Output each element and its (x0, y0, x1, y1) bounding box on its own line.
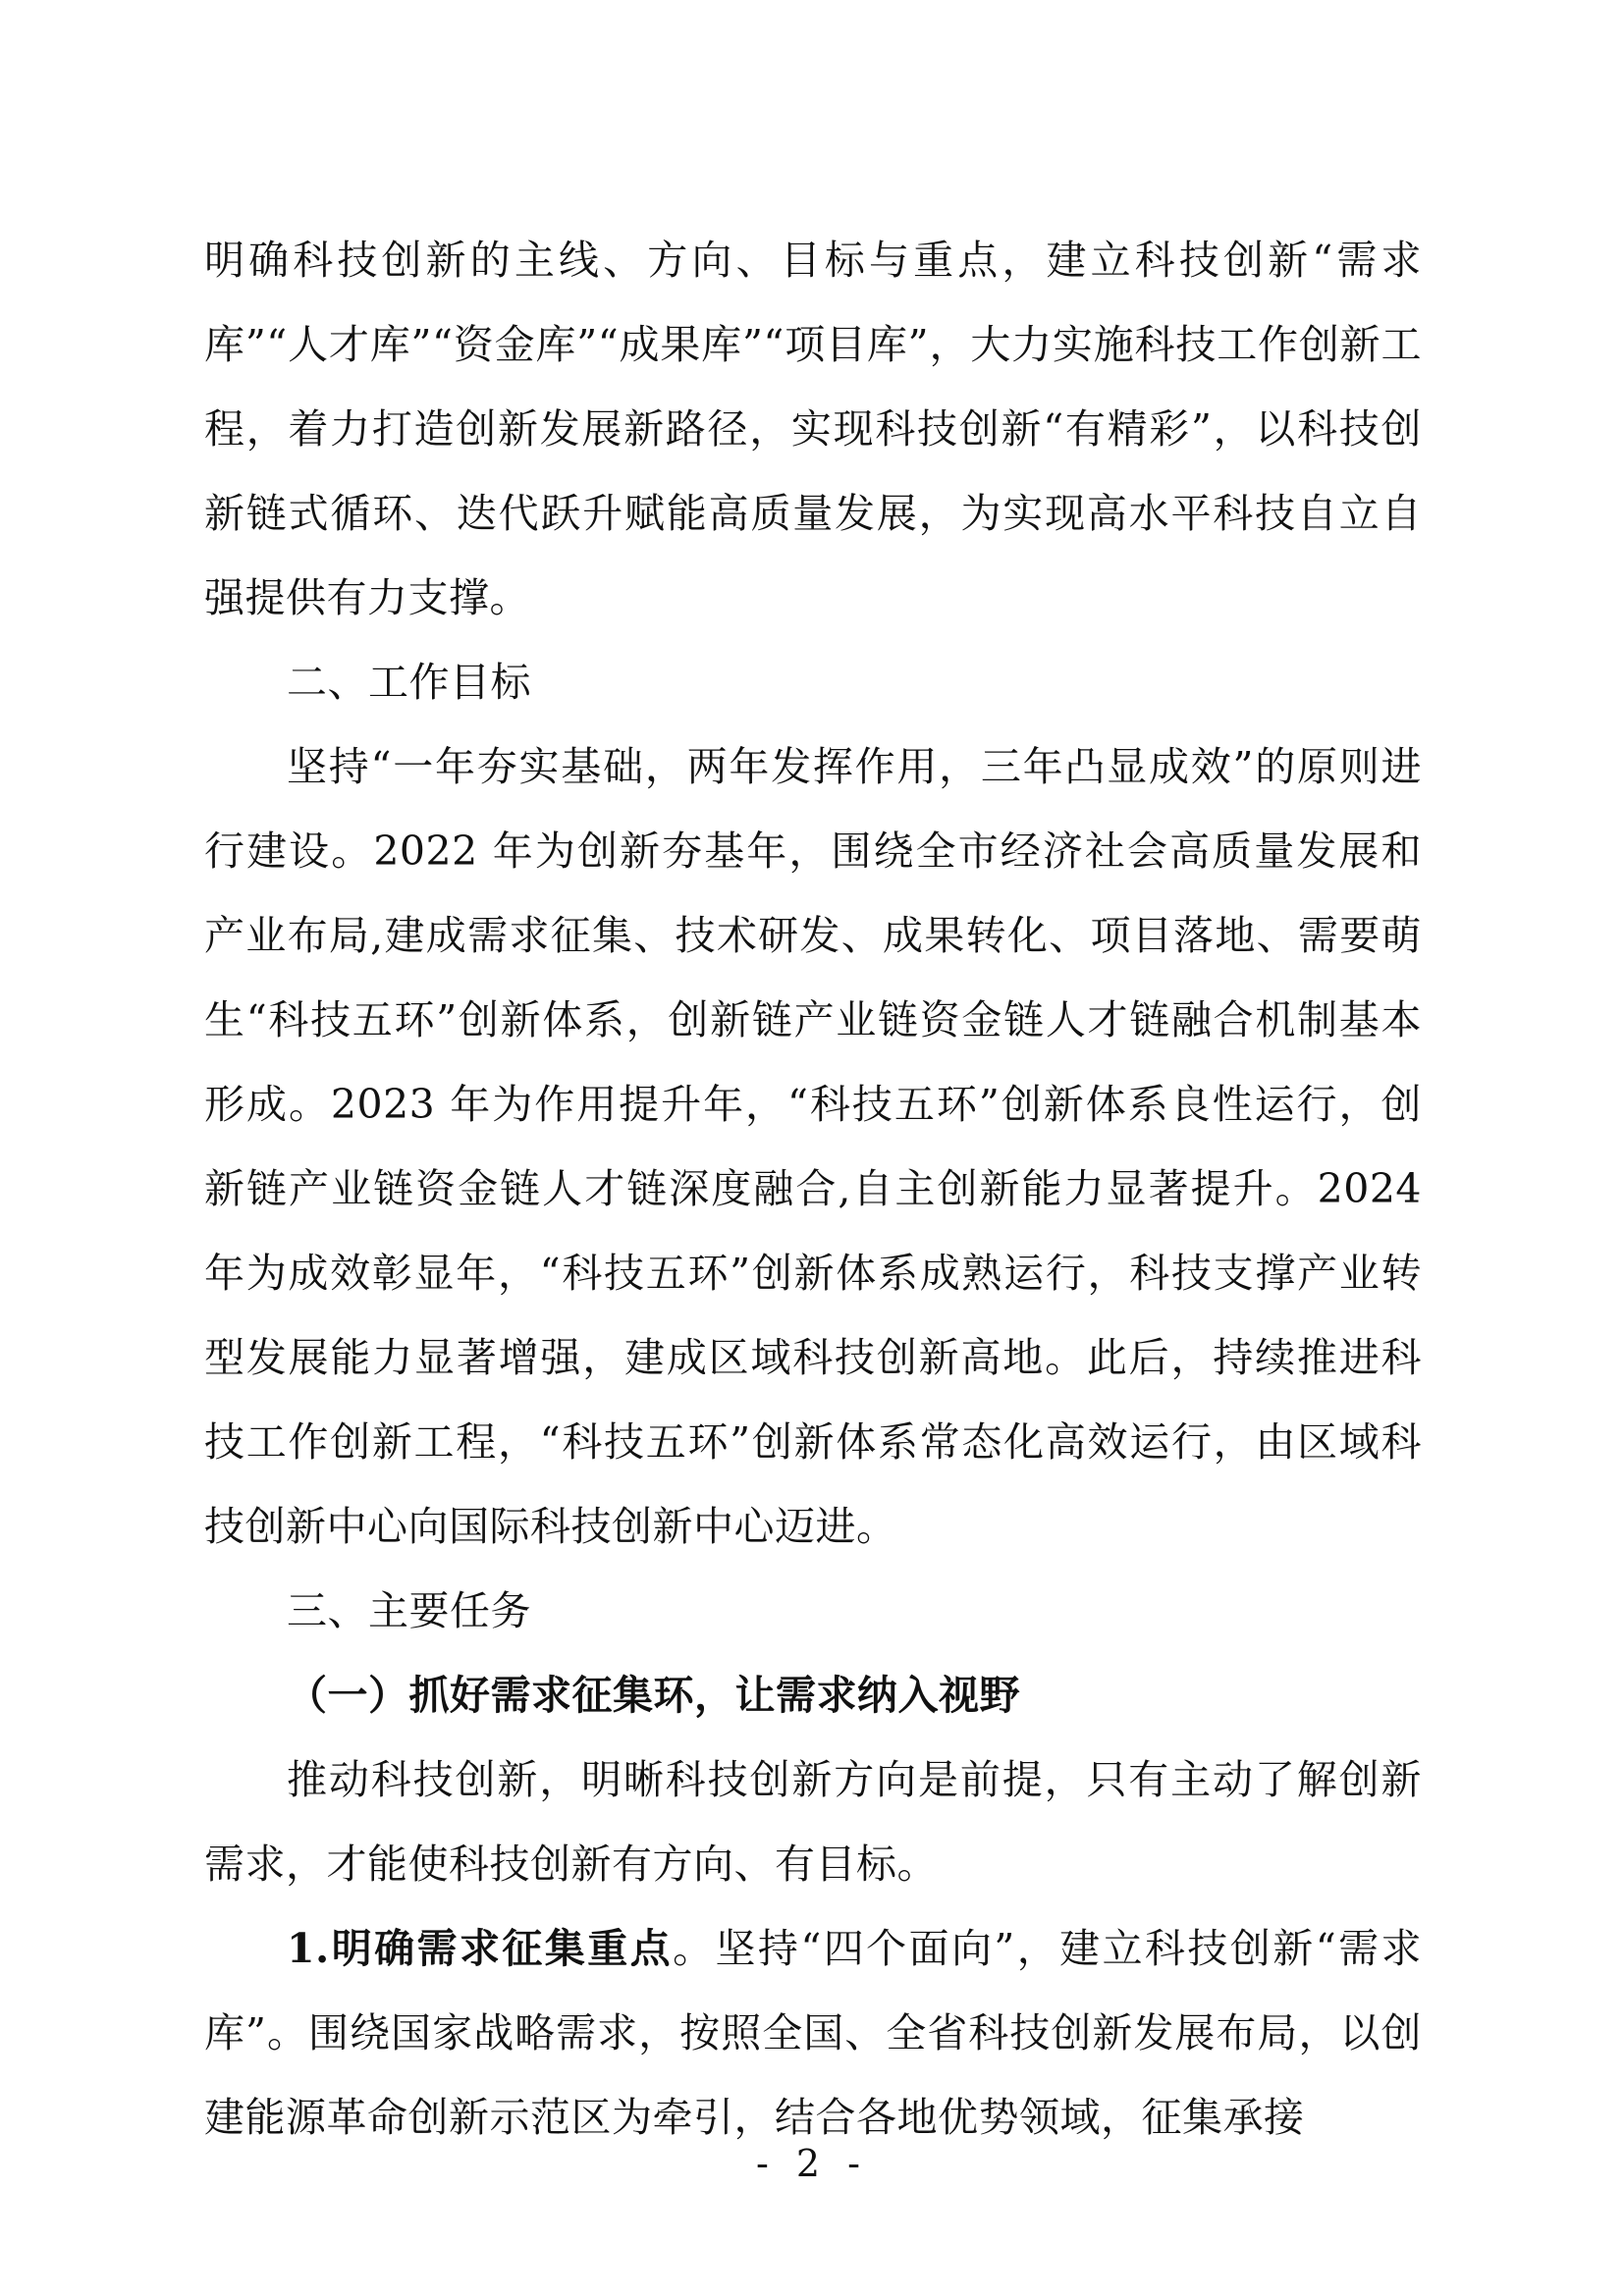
section-heading-main-tasks: 三、主要任务 (287, 1587, 531, 1634)
paragraph-demand-collection: 推动科技创新，明晰科技创新方向是前提，只有主动了解创新需求，才能使科技创新有方向、有目标。 (204, 1756, 1422, 1888)
paragraph-work-goals: 坚持“一年夯实基础，两年发挥作用，三年凸显成效”的原则进行建设。2022 年为创新夯基年，围绕全市经济社会高质量发展和产业布局,建成需求征集、技术研发、成果转化、项目落地、需要萌生“科技五环”创新体系，创新链产业链资金链人才链融合机制基本形成。2023 年为作用提升年，“科技五环”创新体系良性运行，创新链产业链资金链人才链深度融合,自主创新能力显著提升。2024 年为成效彰显年，“科技五环”创新体系成熟运行，科技支撑产业转型发展能力显著增强，建成区域科技创新高地。此后，持续推进科技工作创新工程，“科技五环”创新体系常态化高效运行，由区域科技创新中心向国际科技创新中心迈进。 (204, 743, 1422, 1550)
section-heading-work-goals: 二、工作目标 (287, 659, 531, 706)
subsection-heading-demand-collection: （一）抓好需求征集环，让需求纳入视野 (287, 1672, 1020, 1719)
page-number: - 2 - (755, 2142, 868, 2185)
item-1-title: 1.明确需求征集重点 (287, 1925, 674, 1972)
paragraph-item-1 (204, 1906, 1422, 2160)
document-body (204, 218, 1422, 2160)
item-1-text: 。坚持“四个面向”，建立科技创新“需求库”。围绕国家战略需求，按照全国、全省科技创新发展布局，以创建能源革命创新示范区为牵引，结合各地优势领域，征集承接 (204, 1925, 1422, 2141)
paragraph-intro-continuation: 明确科技创新的主线、方向、目标与重点，建立科技创新“需求库”“人才库”“资金库”“成果库”“项目库”，大力实施科技工作创新工程，着力打造创新发展新路径，实现科技创新“有精彩”，以科技创新链式循环、迭代跃升赋能高质量发展，为实现高水平科技自立自强提供有力支撑。 (204, 237, 1422, 621)
